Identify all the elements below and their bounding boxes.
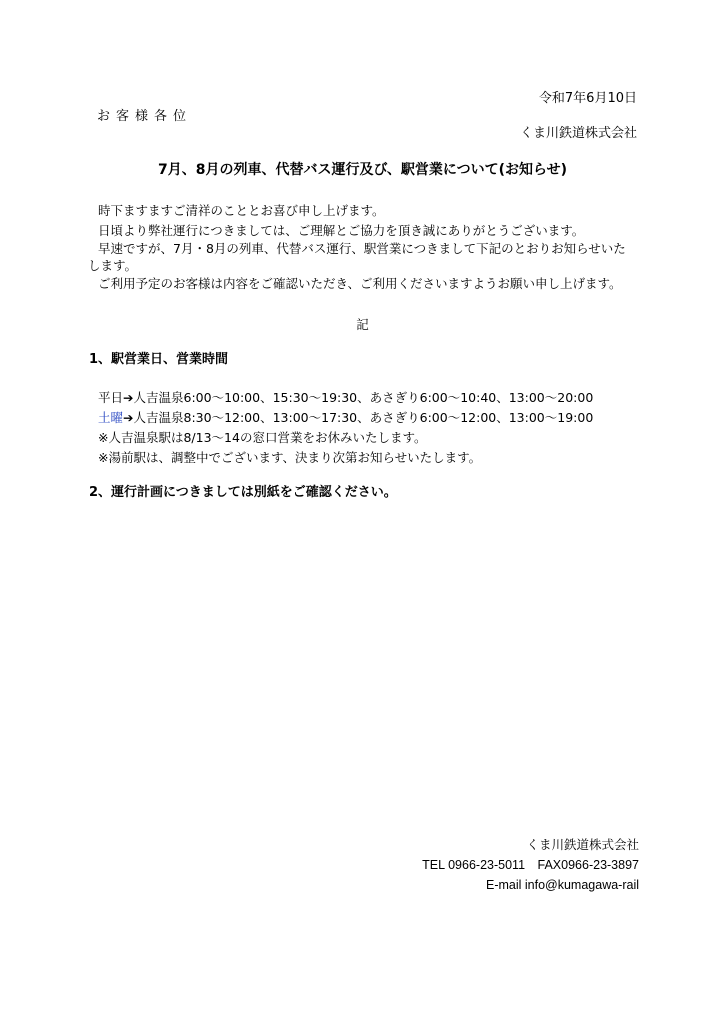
intro-line-3-cont: します。 [88, 258, 138, 273]
saturday-row [98, 409, 593, 427]
addressee: お客様各位 [97, 109, 193, 124]
right-arrow-icon: ➔ [123, 390, 134, 405]
weekday-hours: 人吉温泉6:00～10:00、15:30～19:30、あさぎり6:00～10:40、13:00～20:00 [133, 390, 594, 405]
footer-company: くま川鉄道株式会社 [526, 837, 639, 852]
weekday-row [98, 389, 593, 407]
footer-tel-fax: TEL 0966-23-5011 FAX0966-23-3897 [422, 858, 639, 872]
saturday-label: 土曜 [98, 410, 124, 425]
notice-title: 7月、8月の列車、代替バス運行及び、駅営業について(お知らせ) [157, 162, 568, 178]
issuer-name: くま川鉄道株式会社 [519, 126, 637, 141]
note-yunomae: ※湯前駅は、調整中でございます、決まり次第お知らせいたします。 [98, 450, 482, 465]
section-2-heading: 2、運行計画につきましては別紙をご確認ください。 [89, 485, 397, 500]
intro-line-2: 日頃より弊社運行につきましては、ご理解とご協力を頂き誠にありがとうございます。 [98, 223, 585, 238]
right-arrow-icon: ➔ [123, 410, 134, 425]
intro-line-1: 時下ますますご清祥のこととお喜び申し上げます。 [98, 203, 385, 218]
footer-email: E-mail info@kumagawa-rail [485, 878, 639, 892]
intro-line-3: 早速ですが、7月・8月の列車、代替バス運行、駅営業につきまして下記のとおりお知らせいた [98, 241, 626, 256]
weekday-label: 平日 [98, 390, 124, 405]
issue-date: 令和7年6月10日 [538, 91, 637, 106]
intro-line-4: ご利用予定のお客様は内容をご確認いただき、ご利用くださいますようお願い申し上げます。 [98, 276, 622, 291]
saturday-hours: 人吉温泉8:30～12:00、13:00～17:30、あさぎり6:00～12:00、13:00～19:00 [133, 410, 594, 425]
note-hitoyoshi: ※人吉温泉駅は8/13～14の窓口営業をお休みいたします。 [98, 430, 427, 445]
section-1-heading: 1、駅営業日、営業時間 [89, 352, 229, 367]
ki-marker: 記 [356, 317, 369, 332]
